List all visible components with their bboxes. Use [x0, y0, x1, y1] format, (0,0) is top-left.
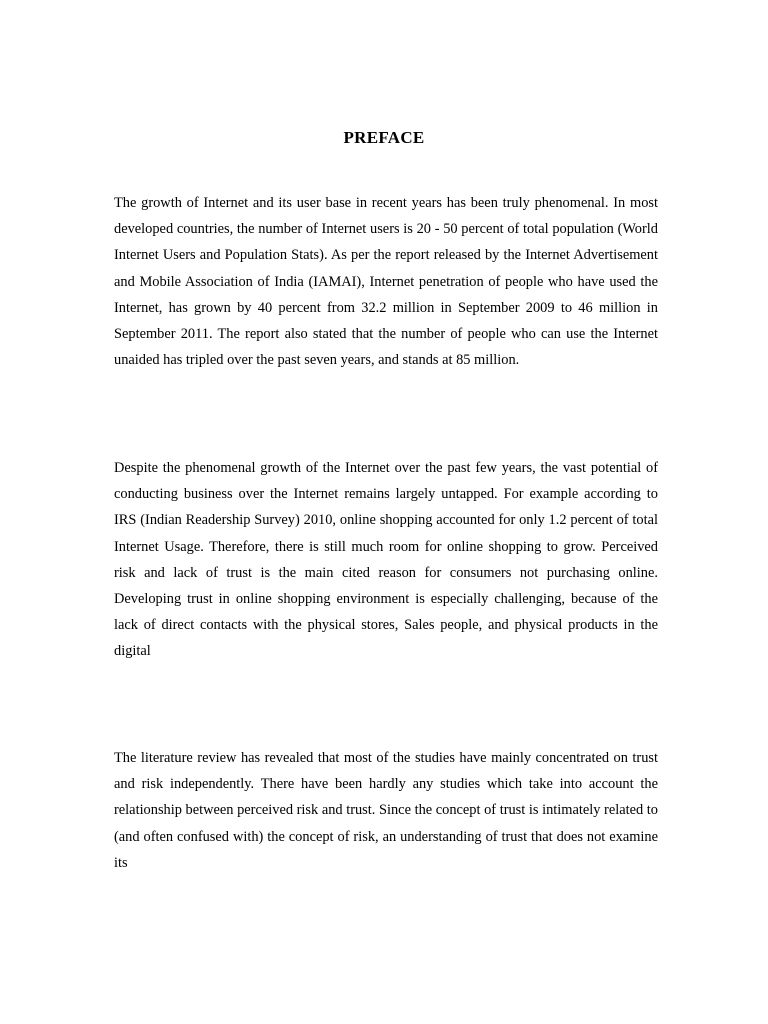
paragraph-1: The growth of Internet and its user base in recent years has been truly phenomenal. In most developed countries, the number of Internet users is 20 - 50 percent of total population (World Internet Users and Population Stats). As per the report released by the Internet Advertisement and Mobile Association of India (IAMAI), Internet penetration of people who have used the Internet, has grown by 40 percent from 32.2 million in September 2009 to 46 million in September 2011. The report also stated that the number of people who can use the Internet unaided has tripled over the past seven years, and stands at 85 million. [114, 195, 658, 369]
paragraph-2: Despite the phenomenal growth of the Internet over the past few years, the vast potential of conducting business over the Internet remains largely untapped. For example according to IRS (Indian Readership Survey) 2010, online shopping accounted for only 1.2 percent of total Internet Usage. Therefore, there is still much room for online shopping to grow. Perceived risk and lack of trust is the main cited reason for consumers not purchasing online. Developing trust in online shopping environment is especially challenging, because of the lack of direct contacts with the physical stores, Sales people, and physical products in the digital [114, 460, 658, 660]
page-title: PREFACE [343, 128, 425, 147]
paragraph-3: The literature review has revealed that most of the studies have mainly concentrated on trust and risk independently. There have been hardly any studies which take into account the relationship between perceived risk and trust. Since the concept of trust is intimately related to (and often confused with) the concept of risk, an understanding of trust that does not examine its [114, 750, 658, 871]
